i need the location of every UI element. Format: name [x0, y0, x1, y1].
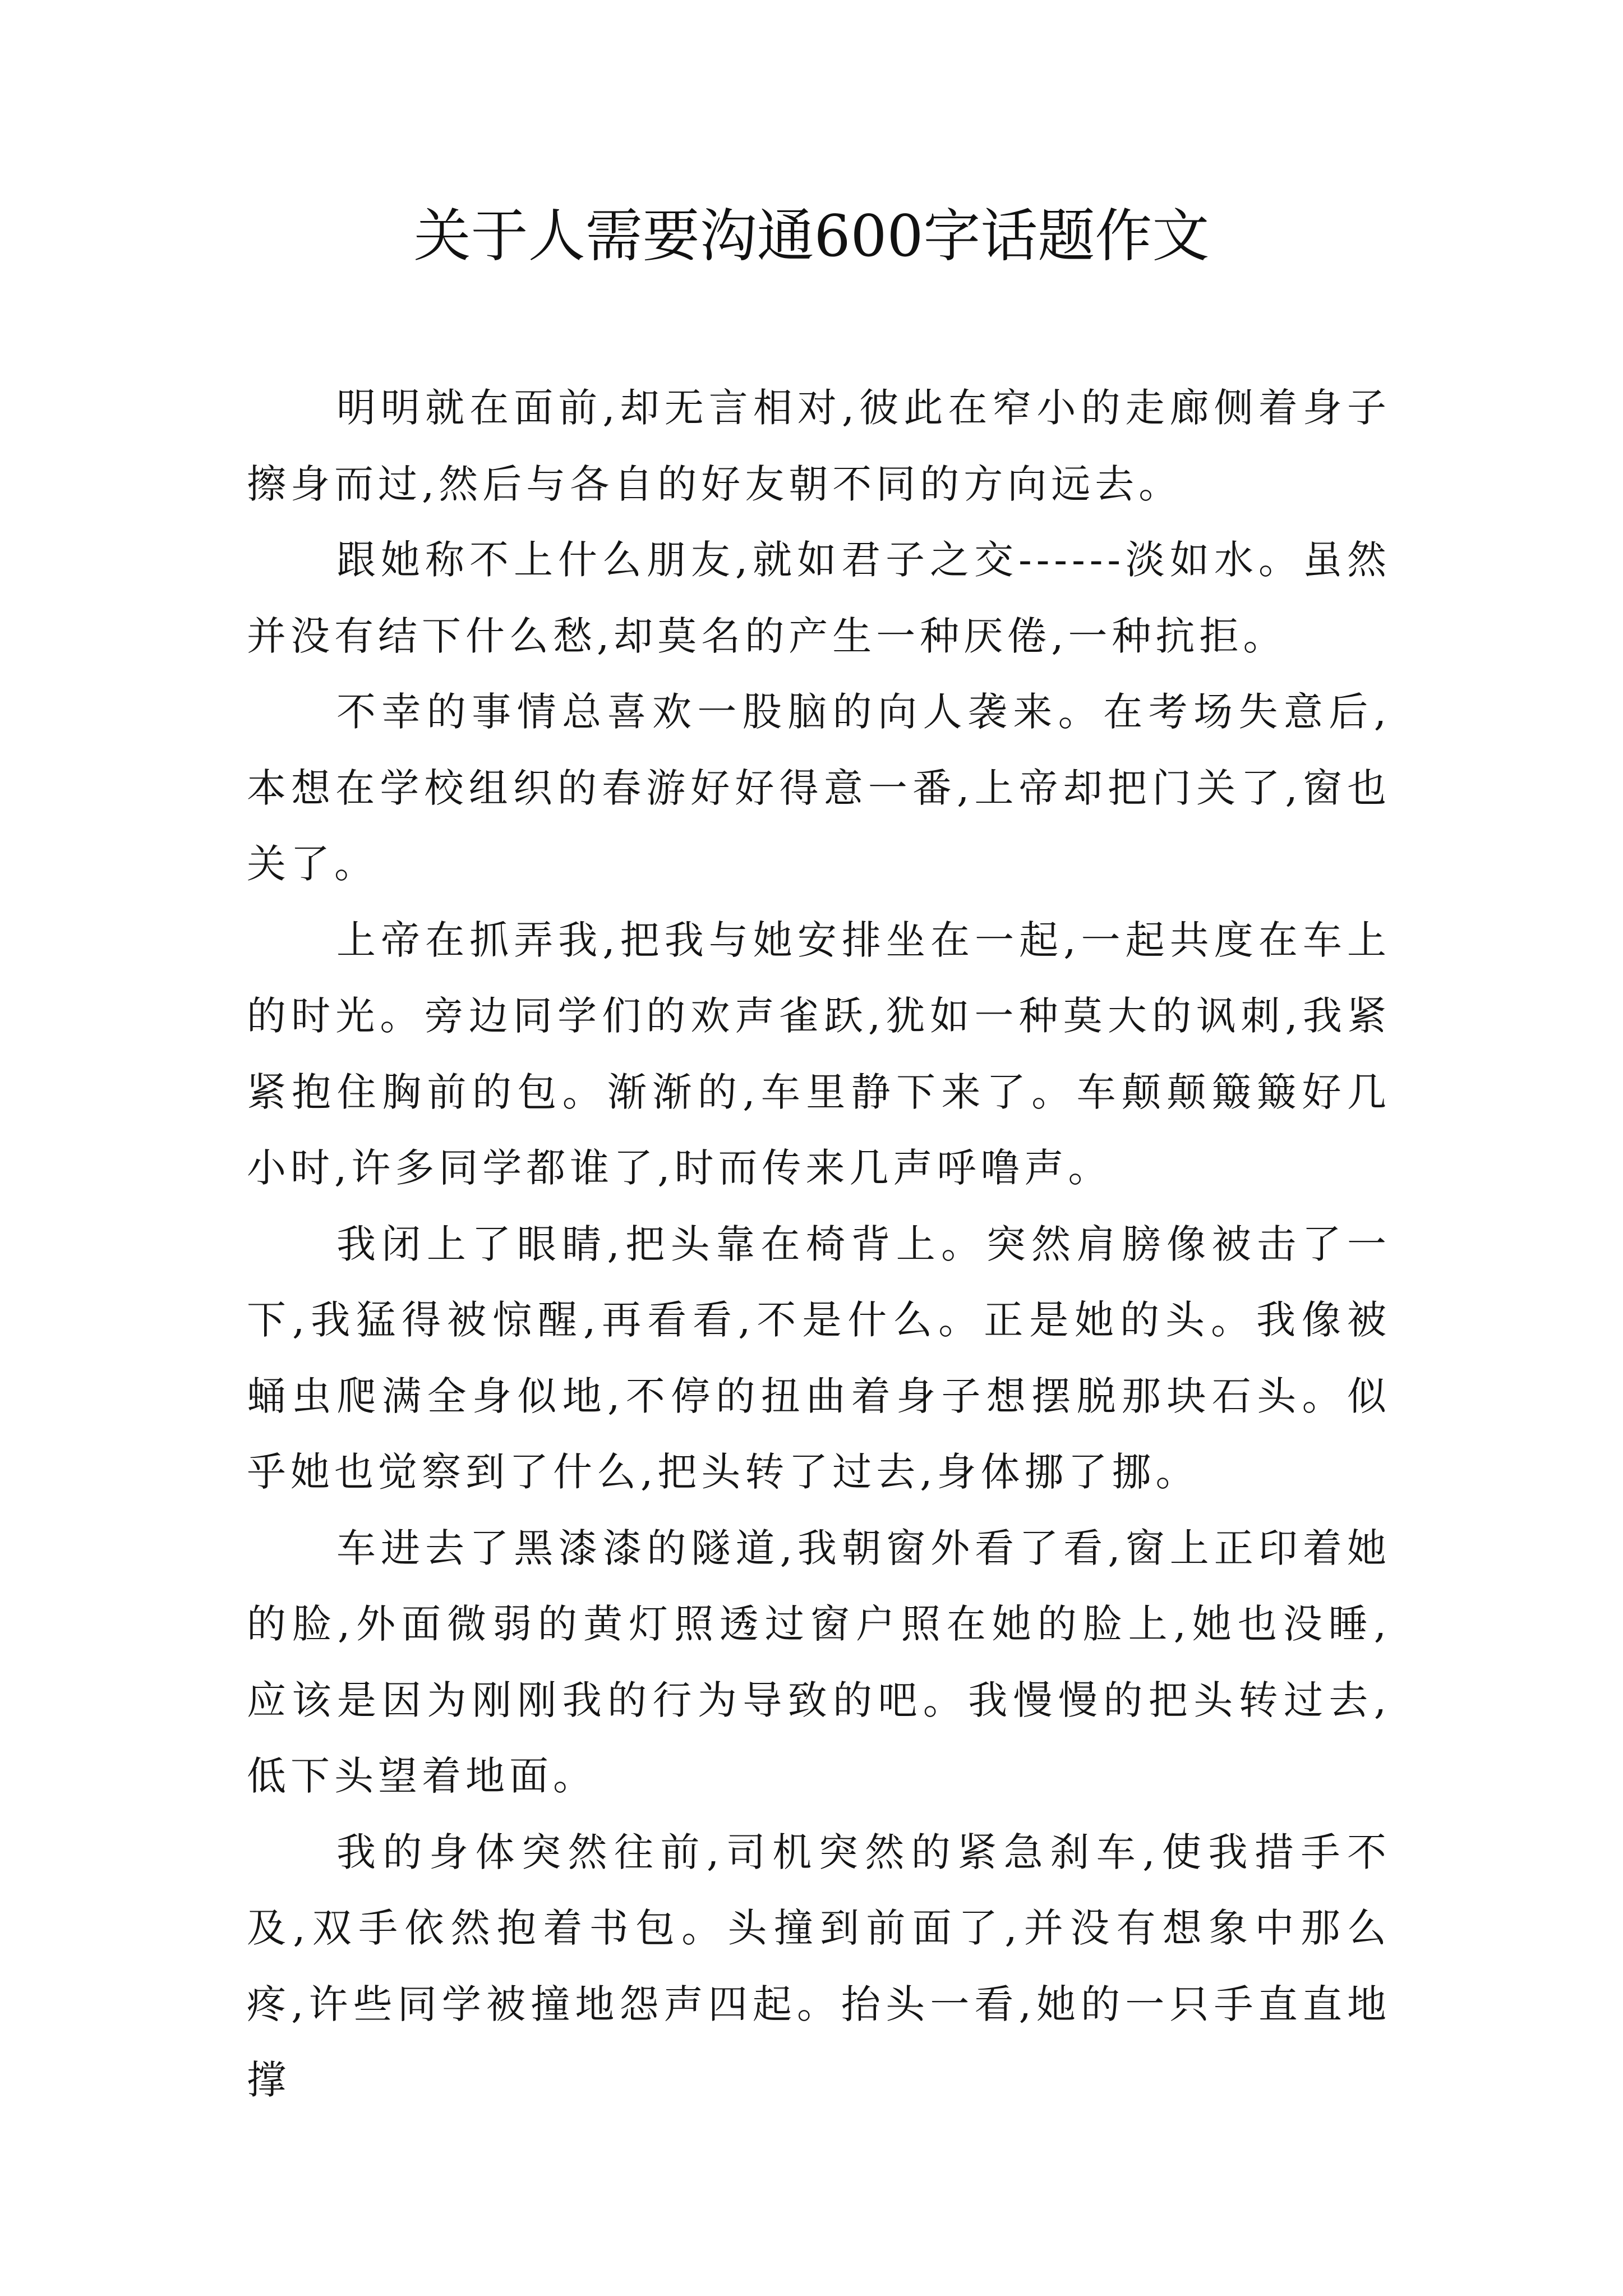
paragraph-3: 不幸的事情总喜欢一股脑的向人袭来。在考场失意后,本想在学校组织的春游好好得意一番,上帝却把门关了,窗也关了。 [247, 689, 1391, 887]
paragraph-1: 明明就在面前,却无言相对,彼此在窄小的走廊侧着身子擦身而过,然后与各自的好友朝不同的方向远去。 [247, 385, 1391, 507]
paragraph-6: 车进去了黑漆漆的隧道,我朝窗外看了看,窗上正印着她的脸,外面微弱的黄灯照透过窗户照在她的脸上,她也没睡,应该是因为刚刚我的行为导致的吧。我慢慢的把头转过去,低下头望着地面。 [247, 1525, 1391, 1799]
document-body [247, 370, 1391, 2119]
paragraph-5: 我闭上了眼睛,把头靠在椅背上。突然肩膀像被击了一下,我猛得被惊醒,再看看,不是什么。正是她的头。我像被蛹虫爬满全身似地,不停的扭曲着身子想摆脱那块石头。似乎她也觉察到了什么,把头转了过去,身体挪了挪。 [247, 1221, 1391, 1495]
paragraph-7: 我的身体突然往前,司机突然的紧急刹车,使我措手不及,双手依然抱着书包。头撞到前面了,并没有想象中那么疼,许些同学被撞地怨声四起。抬头一看,她的一只手直直地撑 [247, 1829, 1391, 2103]
paragraph-4: 上帝在抓弄我,把我与她安排坐在一起,一起共度在车上的时光。旁边同学们的欢声雀跃,犹如一种莫大的讽刺,我紧紧抱住胸前的包。渐渐的,车里静下来了。车颠颠簸簸好几小时,许多同学都谁了,时而传来几声呼噜声。 [247, 917, 1391, 1191]
paragraph-2: 跟她称不上什么朋友,就如君子之交------淡如水。虽然并没有结下什么愁,却莫名的产生一种厌倦,一种抗拒。 [247, 537, 1391, 659]
document-title: 关于人需要沟通600字话题作文 [413, 203, 1210, 270]
